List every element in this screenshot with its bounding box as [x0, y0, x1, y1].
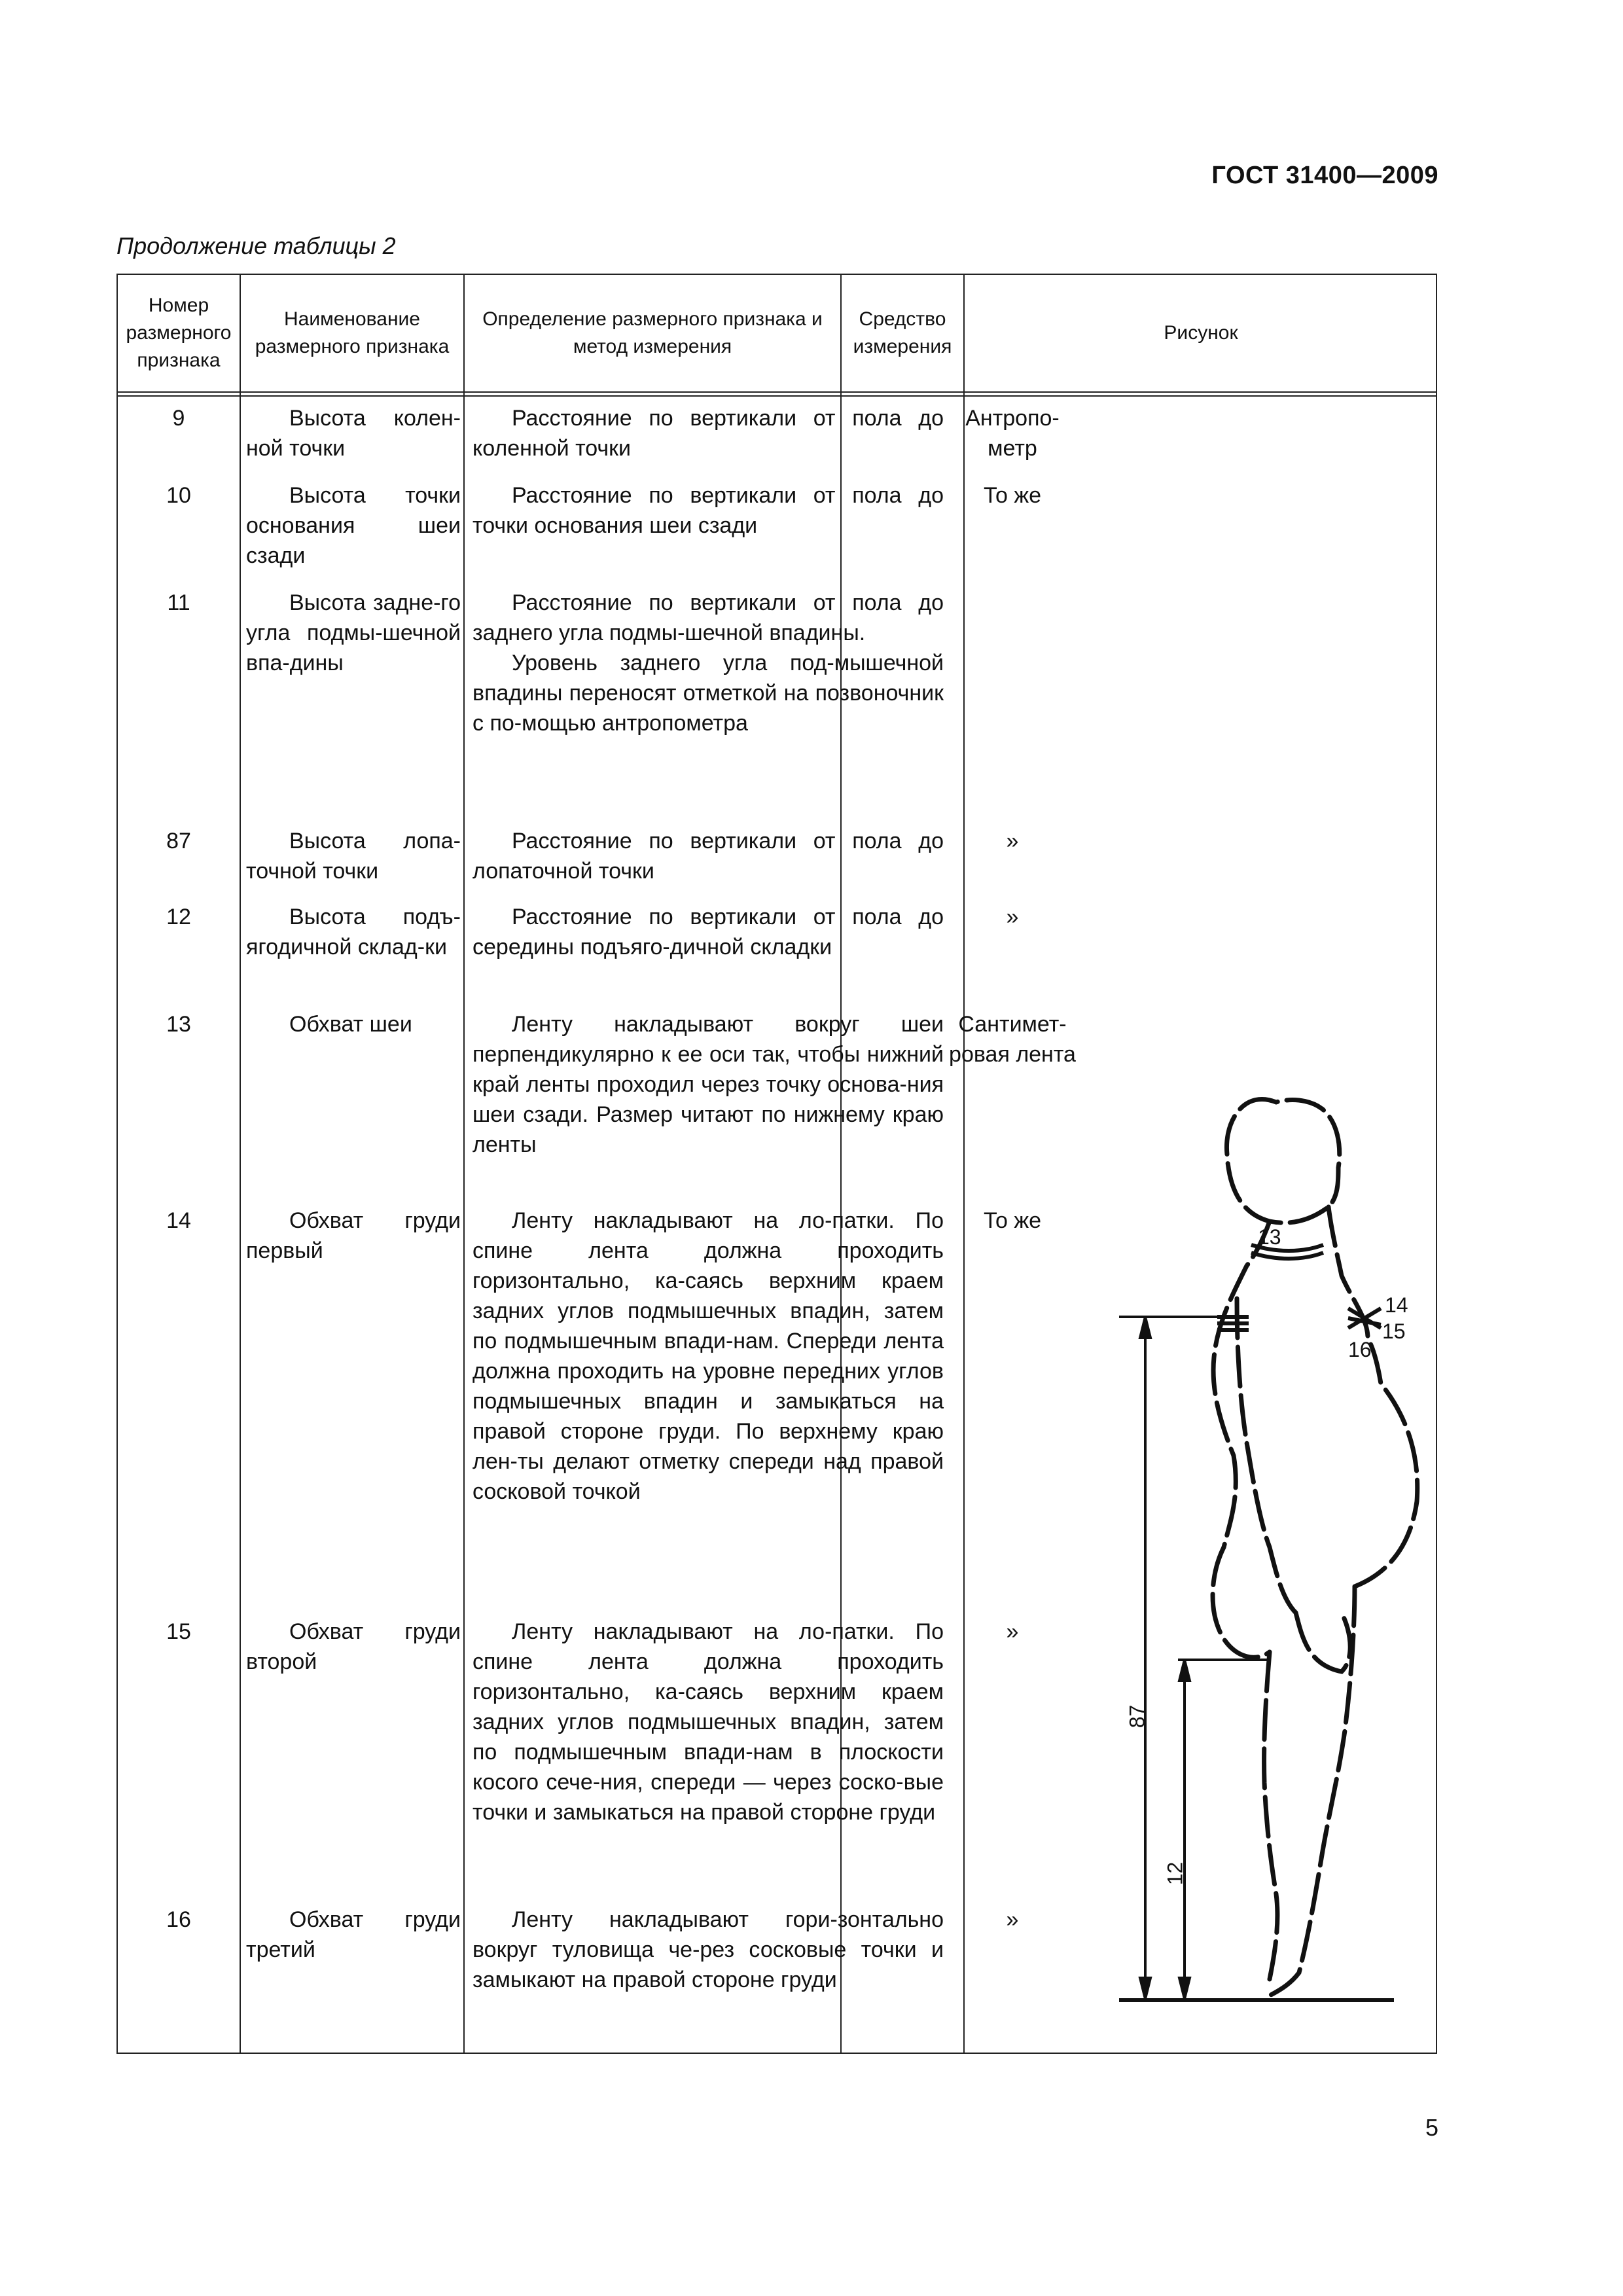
- body-figure: [1080, 395, 1437, 2054]
- definition-paragraph: Ленту накладывают на ло-патки. По спине лента должна проходить горизонтально, ка-саясь верхним краем задних углов подмышечных впадин, затем по подмышечным впади-нам. Спереди лента должна проходить на уровне передних углов подмышечных впадин и замыкаться на правой стороне груди. По верхнему краю лен-ты делают отметку спереди над правой сосковой точкой: [473, 1208, 944, 1504]
- row-name: Обхват груди первый: [246, 1208, 461, 1263]
- row-tool: То же: [983, 1208, 1042, 1233]
- definition-paragraph: Уровень заднего угла под-мышечной впадины переносят отметкой на позвоночник с по-мощью антропометра: [473, 651, 944, 736]
- row-number: 9: [172, 406, 185, 431]
- row-number: 12: [166, 905, 191, 929]
- row-number: 87: [166, 829, 191, 853]
- row-tool: То же: [983, 483, 1042, 508]
- row-number: 16: [166, 1907, 191, 1932]
- header-tool: Средство измерения: [853, 308, 952, 357]
- row-definition: [473, 480, 944, 541]
- row-name: Высота лопа-точной точки: [246, 829, 461, 884]
- row-definition: [473, 588, 944, 738]
- row-name: Высота задне-го угла подмы-шечной впа-дины: [246, 590, 461, 675]
- row-tool: »: [1006, 905, 1019, 929]
- header-definition: Определение размерного признака и метод измерения: [482, 308, 823, 357]
- label-height-87: 87: [1125, 1704, 1149, 1729]
- label-height-12: 12: [1163, 1861, 1187, 1886]
- definition-paragraph: Ленту накладывают гори-зонтально вокруг туловища че-рез сосковые точки и замыкают на правой стороне груди: [473, 1907, 944, 1992]
- row-tool: »: [1006, 1619, 1019, 1644]
- row-number: 10: [166, 483, 191, 508]
- row-definition: [473, 1206, 944, 1507]
- definition-paragraph: Ленту накладывают вокруг шеи перпендикулярно к ее оси так, чтобы нижний край ленты проходил через точку основа-ния шеи сзади. Размер читают по нижнему краю ленты: [473, 1012, 944, 1157]
- row-number: 11: [167, 590, 190, 615]
- col-divider: [963, 275, 965, 2053]
- row-number: 13: [166, 1012, 191, 1037]
- row-definition: [473, 1009, 944, 1160]
- row-definition: [473, 403, 944, 463]
- label-neck-girth: 13: [1258, 1225, 1281, 1249]
- row-tool: Сантимет-ровая лента: [949, 1012, 1076, 1067]
- row-name: Обхват груди третий: [246, 1907, 461, 1962]
- row-name: Обхват груди второй: [246, 1619, 461, 1674]
- standard-header: ГОСТ 31400—2009: [1211, 162, 1438, 189]
- row-name: Высота подъ-ягодичной склад-ки: [246, 905, 461, 960]
- label-chest-girth-2: 15: [1382, 1319, 1406, 1343]
- header-figure: Рисунок: [1164, 322, 1238, 344]
- row-definition: [473, 902, 944, 962]
- row-definition: [473, 826, 944, 886]
- definition-paragraph: Расстояние по вертикали от пола до коленной точки: [473, 406, 944, 461]
- row-tool: »: [1006, 1907, 1019, 1932]
- col-divider: [240, 275, 241, 2053]
- measurements-table: [116, 274, 1437, 2054]
- definition-paragraph: Ленту накладывают на ло-патки. По спине лента должна проходить горизонтально, ка-саясь верхним краем задних углов подмышечных впадин, затем по подмышечным впади-нам в плоскости косого сече-ния, спереди — через соско-вые точки и замыкаться на правой стороне груди: [473, 1619, 944, 1825]
- row-definition: [473, 1617, 944, 1827]
- row-tool: Антропо-метр: [965, 406, 1060, 461]
- definition-paragraph: Расстояние по вертикали от пола до заднего угла подмы-шечной впадины.: [473, 590, 944, 645]
- row-name: Высота колен-ной точки: [246, 406, 461, 461]
- col-divider: [463, 275, 465, 2053]
- definition-paragraph: Расстояние по вертикали от пола до середины подъяго-дичной складки: [473, 905, 944, 960]
- page-number: 5: [1425, 2114, 1438, 2141]
- row-tool: »: [1006, 829, 1019, 853]
- body-silhouette-drawing: [1080, 395, 1437, 2054]
- row-name: Обхват шеи: [289, 1012, 412, 1037]
- table-caption: Продолжение таблицы 2: [116, 232, 396, 259]
- row-number: 15: [166, 1619, 191, 1644]
- definition-paragraph: Расстояние по вертикали от пола до точки основания шеи сзади: [473, 483, 944, 538]
- header-name: Наименование размерного признака: [255, 308, 450, 357]
- header-number: Номер размерного признака: [126, 295, 232, 371]
- row-number: 14: [166, 1208, 191, 1233]
- header-divider: [118, 391, 1436, 393]
- row-name: Высота точки основания шеи сзади: [246, 483, 461, 568]
- label-chest-girth-1: 14: [1385, 1293, 1408, 1317]
- definition-paragraph: Расстояние по вертикали от пола до лопаточной точки: [473, 829, 944, 884]
- label-chest-girth-3: 16: [1348, 1338, 1372, 1361]
- row-definition: [473, 1905, 944, 1995]
